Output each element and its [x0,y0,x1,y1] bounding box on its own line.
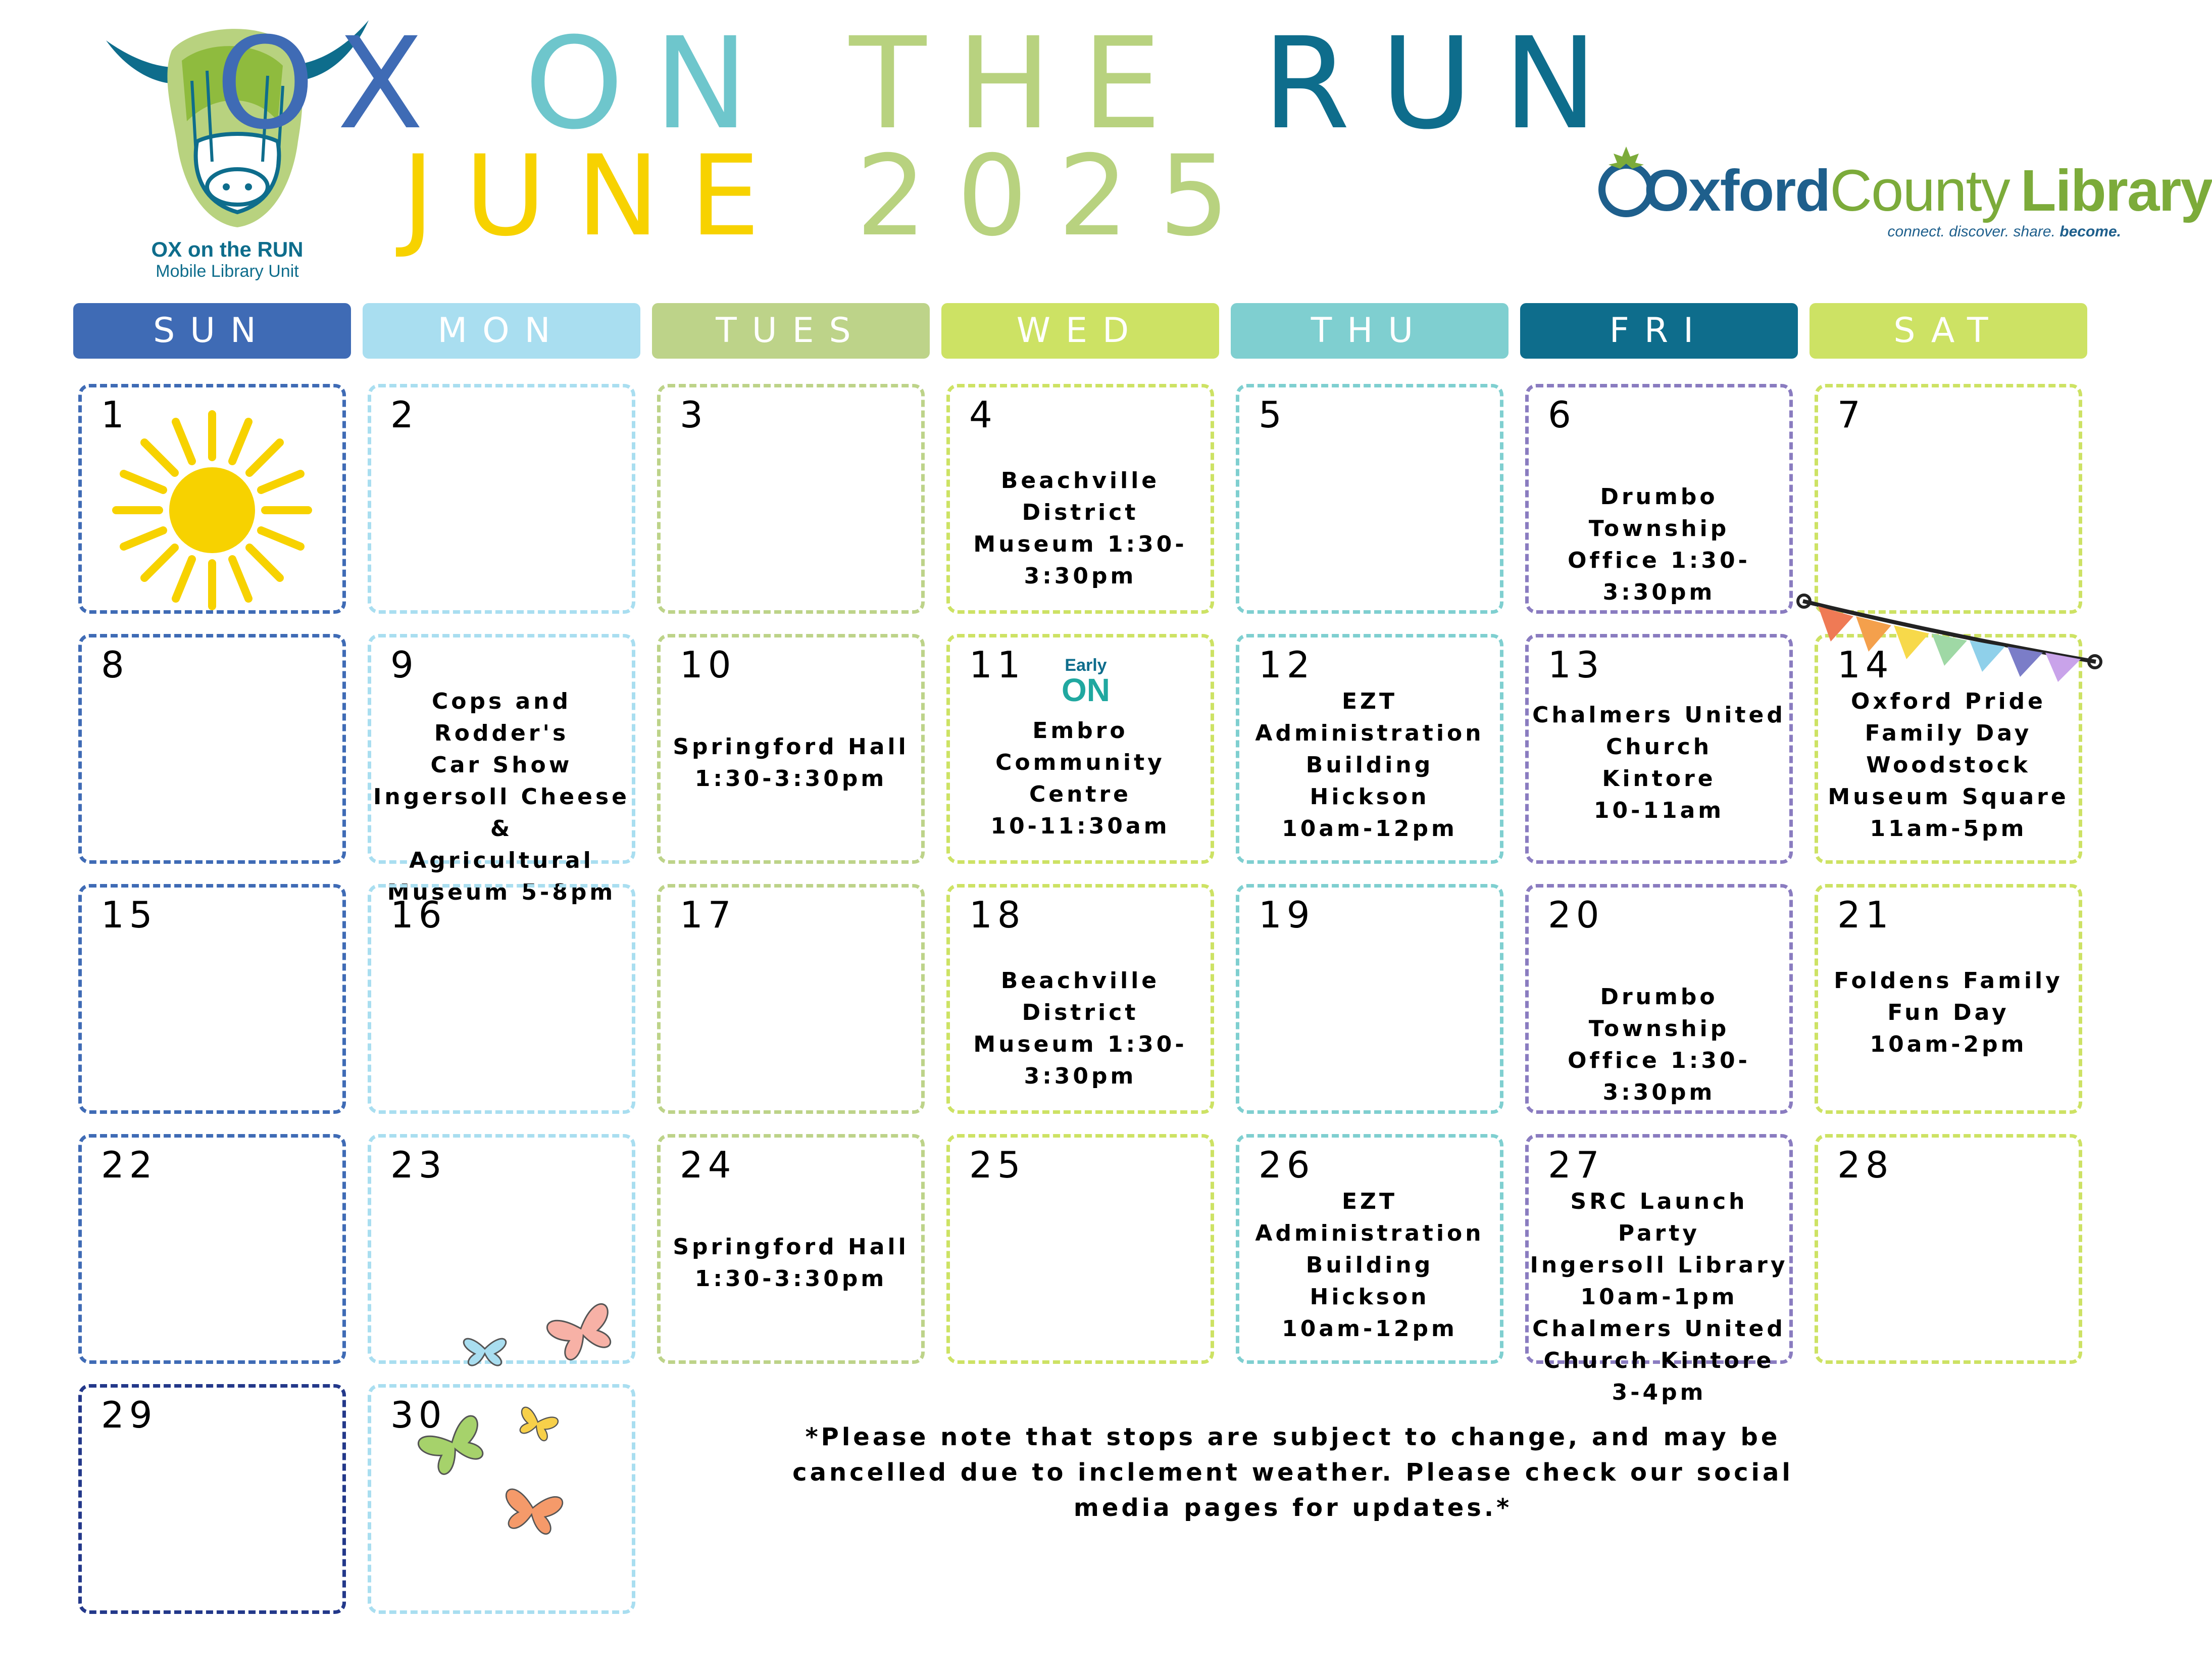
oxford-county-library-logo [1596,136,2212,237]
day-number: 15 [101,894,158,936]
day-number: 8 [101,644,129,686]
day-number: 5 [1259,394,1287,436]
day-number: 28 [1837,1144,1894,1186]
day-number: 16 [390,894,447,936]
day-event: Chalmers United Church Kintore 10-11am [1532,702,1786,823]
calendar-day-13 [1525,634,1793,864]
calendar-day-17 [657,884,925,1114]
ox-logo-title: OX on the RUN [151,237,304,261]
day-number: 9 [390,644,419,686]
day-number: 29 [101,1394,158,1436]
day-number: 22 [101,1144,158,1186]
weekday-header-sat: SAT [1809,303,2087,359]
butterflies-icon [455,1293,626,1379]
title-word-on: ON [524,10,779,157]
calendar-day-20 [1525,884,1793,1114]
ox-logo-subtitle: Mobile Library Unit [156,262,299,281]
day-event: Drumbo Township Office 1:30-3:30pm [1568,984,1750,1105]
day-number: 3 [680,394,708,436]
calendar-day-15 [78,884,346,1114]
day-number: 1 [101,394,129,436]
day-number: 18 [969,894,1026,936]
weekday-header-thu: THU [1231,303,1509,359]
tagline-text: connect. discover. share. [1887,223,2055,240]
calendar-day-3 [657,384,925,614]
calendar-day-19 [1236,884,1503,1114]
calendar-day-21 [1815,884,2082,1114]
calendar-day-9 [368,634,635,905]
day-number: 20 [1548,894,1604,936]
calendar-day-22 [78,1134,346,1364]
logo-word-oxford: Oxford [1644,158,1830,223]
day-number: 11 [969,644,1026,686]
calendar-day-16 [368,884,635,1114]
day-event: EZT Administration Building Hickson 10am-12pm [1255,689,1484,842]
calendar-day-25 [946,1134,1214,1364]
day-number: 21 [1837,894,1894,936]
day-number: 26 [1259,1144,1315,1186]
tagline-bold-text: become. [2059,223,2121,240]
day-event: Cops and Rodder's Car Show Ingersoll Cheese & Agricultural Museum 5-8pm [373,689,630,905]
disclaimer-note: *Please note that stops are subject to change, and may be cancelled due to inclement weather. Please check our social media pages for updates.* [792,1423,1793,1522]
day-event: Drumbo Township Office 1:30-3:30pm [1568,484,1750,605]
calendar-day-10 [657,634,925,864]
calendar-day-8 [78,634,346,864]
day-number: 30 [390,1394,447,1436]
day-number: 7 [1837,394,1866,436]
calendar-day-2 [368,384,635,614]
day-event: Oxford Pride Family Day Woodstock Museum Square 11am-5pm [1828,689,2069,842]
title-word-run: RUN [1262,10,1628,157]
weekday-header-sun: SUN [73,303,351,359]
day-number: 2 [390,394,419,436]
calendar-day-24 [657,1134,925,1364]
early-on-line1: Early [1065,656,1107,675]
day-number: 27 [1548,1144,1604,1186]
calendar-day-7 [1815,384,2082,614]
day-number: 10 [680,644,736,686]
weekday-header-wed: WED [941,303,1219,359]
day-number: 24 [680,1144,736,1186]
title-word-ox: OX [215,10,454,157]
day-event: SRC Launch Party Ingersoll Library 10am-1pm Chalmers United Church Kintore 3-4pm [1530,1189,1788,1405]
day-number: 6 [1548,394,1576,436]
day-number: 14 [1837,644,1894,686]
sun-icon [101,409,323,611]
day-event: Springford Hall 1:30-3:30pm [673,734,909,792]
title-word-the: THE [849,10,1192,157]
day-number: 4 [969,394,997,436]
library-tagline [1737,223,2121,240]
calendar-day-28 [1815,1134,2082,1364]
pride-bunting-icon [1798,581,2101,692]
year-label: 2025 [856,131,1260,261]
month-label: JUNE [401,131,790,261]
day-number: 23 [390,1144,447,1186]
weekday-header-mon: MON [363,303,640,359]
day-event: Springford Hall 1:30-3:30pm [673,1234,909,1292]
day-event: Beachville District Museum 1:30- 3:30pm [973,968,1187,1089]
day-number: 12 [1259,644,1315,686]
calendar-day-6 [1525,384,1793,614]
calendar-day-4 [946,384,1214,614]
day-event: Beachville District Museum 1:30- 3:30pm [973,468,1187,589]
weekday-header-tues: TUES [652,303,930,359]
calendar-day-5 [1236,384,1503,614]
day-event: Embro Community Centre 10-11:30am [990,718,1170,839]
early-on-line2: ON [1062,672,1110,708]
logo-word-library: Library [2020,158,2212,223]
day-number: 25 [969,1144,1026,1186]
day-number: 19 [1259,894,1315,936]
calendar-day-29 [78,1384,346,1614]
calendar-day-12 [1236,634,1503,864]
butterflies-icon-2 [404,1394,626,1546]
logo-word-county: County [1830,158,2009,223]
calendar-day-18 [946,884,1214,1114]
calendar-day-27 [1525,1134,1793,1405]
weekday-header-fri: FRI [1520,303,1798,359]
day-event: EZT Administration Building Hickson 10am-12pm [1255,1189,1484,1342]
day-number: 17 [680,894,736,936]
day-event: Foldens Family Fun Day 10am-2pm [1834,968,2063,1057]
calendar-day-26 [1236,1134,1503,1364]
day-number: 13 [1548,644,1604,686]
early-on-badge [1055,657,1116,717]
